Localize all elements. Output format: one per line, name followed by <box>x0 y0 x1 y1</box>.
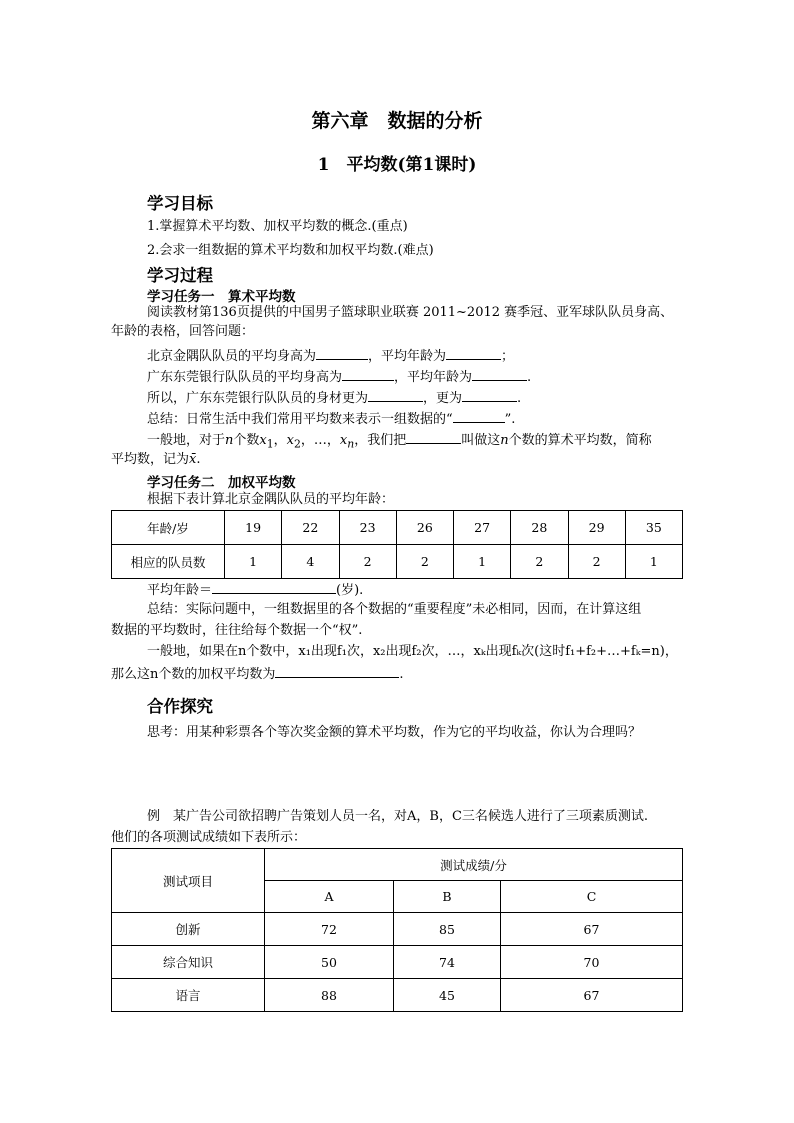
age-cell: 27 <box>454 511 511 545</box>
age-cell: 26 <box>396 511 453 545</box>
score-cell: 74 <box>394 946 501 979</box>
count-cell: 2 <box>396 545 453 579</box>
goal-item-1: 1.掌握算术平均数、加权平均数的概念.(重点) <box>147 219 408 234</box>
test-item: 综合知识 <box>112 946 265 979</box>
table-row <box>112 946 683 979</box>
score-cell: 70 <box>501 946 683 979</box>
count-row <box>112 545 683 579</box>
age-row <box>112 511 683 545</box>
test-item: 语言 <box>112 979 265 1012</box>
question-1 <box>147 346 514 366</box>
age-table <box>111 510 683 579</box>
count-cell: 1 <box>225 545 282 579</box>
score-cell: 67 <box>501 979 683 1012</box>
count-cell: 2 <box>339 545 396 579</box>
def-sub-1: 1 <box>266 437 274 451</box>
def-text-e: ，我们把 <box>354 433 407 448</box>
wdef-text-a: 那么这n个数的加权平均数为 <box>111 667 276 682</box>
wdef-text-b: . <box>399 667 404 682</box>
q1-text-a: 北京金隅队队员的平均身高为 <box>147 349 317 364</box>
example-line2: 他们的各项测试成绩如下表所示： <box>111 830 307 845</box>
task2-summary-line1: 总结：实际问题中，一组数据里的各个数据的“重要程度”未必相同，因而，在计算这组 <box>147 602 642 617</box>
count-row-label: 相应的队员数 <box>112 545 225 579</box>
avg-blank[interactable] <box>212 580 336 594</box>
summary-blank[interactable] <box>453 409 505 423</box>
def-text-f: 叫做这 <box>461 433 501 448</box>
task2-heading: 学习任务二 加权平均数 <box>147 475 296 491</box>
age-cell: 28 <box>511 511 568 545</box>
question-3 <box>147 388 521 408</box>
q3-text-b: ，更为 <box>423 391 463 406</box>
score-cell: 67 <box>501 913 683 946</box>
age-cell: 19 <box>225 511 282 545</box>
def-text-b: 个数 <box>233 433 260 448</box>
def-var-xn: x <box>339 433 348 448</box>
table-row <box>112 913 683 946</box>
summary-text-b: ”. <box>504 412 516 427</box>
process-heading: 学习过程 <box>147 266 213 285</box>
def-text-c: ， <box>273 433 287 448</box>
q1-text-c: ； <box>501 349 515 364</box>
def-text-a: 一般地，对于 <box>147 433 226 448</box>
question-2 <box>147 367 531 387</box>
candidate-header: B <box>394 881 501 913</box>
age-cell: 23 <box>339 511 396 545</box>
def-text-d: ，…， <box>300 433 340 448</box>
def-xbar: x̄ <box>189 452 197 467</box>
q3-text-a: 所以，广东东莞银行队队员的身材更为 <box>147 391 369 406</box>
count-cell: 2 <box>568 545 625 579</box>
avg-text-b: (岁). <box>336 583 364 598</box>
arith-mean-definition <box>147 430 652 454</box>
goals-heading: 学习目标 <box>147 194 213 213</box>
q2-text-c: . <box>527 370 532 385</box>
score-cell: 72 <box>265 913 394 946</box>
q3-blank-1[interactable] <box>368 388 423 402</box>
q2-text-a: 广东东莞银行队队员的平均身高为 <box>147 370 343 385</box>
def-line2-text-b: . <box>196 452 201 467</box>
count-cell: 2 <box>511 545 568 579</box>
age-cell: 29 <box>568 511 625 545</box>
test-item: 创新 <box>112 913 265 946</box>
def-sub-n: n <box>347 437 355 451</box>
def-var-n2: n <box>500 433 509 448</box>
def-line2-text-a: 平均数，记为 <box>111 452 190 467</box>
score-cell: 88 <box>265 979 394 1012</box>
think-question: 思考：用某种彩票各个等次奖金额的算术平均数，作为它的平均收益，你认为合理吗？ <box>147 725 642 740</box>
score-cell: 50 <box>265 946 394 979</box>
score-corner: 测试项目 <box>112 849 265 913</box>
summary-text-a: 总结：日常生活中我们常用平均数来表示一组数据的“ <box>147 412 453 427</box>
chapter-title: 第六章 数据的分析 <box>311 110 483 132</box>
def-var-x1: x <box>259 433 267 448</box>
task1-heading: 学习任务一 算术平均数 <box>147 289 296 305</box>
candidate-header: A <box>265 881 394 913</box>
task2-summary-line2: 数据的平均数时，往往给每个数据一个“权”. <box>111 623 363 638</box>
q1-text-b: ，平均年龄为 <box>368 349 447 364</box>
weighted-mean-definition: 一般地，如果在n个数中，x₁出现f₁次，x₂出现f₂次，…，xₖ出现fₖ次(这时f₁+f₂+…+fₖ=n)， <box>147 644 678 659</box>
count-cell: 1 <box>625 545 682 579</box>
q3-blank-2[interactable] <box>462 388 517 402</box>
count-cell: 1 <box>454 545 511 579</box>
score-cell: 45 <box>394 979 501 1012</box>
def-blank-formula[interactable] <box>406 430 461 444</box>
q3-text-c: . <box>517 391 522 406</box>
score-cell: 85 <box>394 913 501 946</box>
age-row-label: 年龄/岁 <box>112 511 225 545</box>
score-table <box>111 848 683 1012</box>
age-cell: 35 <box>625 511 682 545</box>
task1-intro-line1: 阅读教材第136页提供的中国男子篮球职业联赛 2011~2012 赛季冠、亚军球队队员身高、 <box>147 305 674 320</box>
arith-mean-definition-line2 <box>111 451 201 469</box>
avg-text-a: 平均年龄＝ <box>147 583 213 598</box>
candidate-header: C <box>501 881 683 913</box>
score-group-header: 测试成绩/分 <box>265 849 683 881</box>
age-cell: 22 <box>282 511 339 545</box>
weighted-mean-definition-line2 <box>111 664 404 684</box>
coop-heading: 合作探究 <box>147 697 213 716</box>
def-var-x2: x <box>286 433 294 448</box>
score-header-row <box>112 849 683 881</box>
task1-summary <box>147 409 515 429</box>
task1-intro-line2: 年龄的表格，回答问题： <box>111 324 255 339</box>
q1-blank-height[interactable] <box>316 346 368 360</box>
q2-blank-height[interactable] <box>342 367 394 381</box>
def-text-g: 个数的算术平均数，简称 <box>508 433 652 448</box>
def-sub-2: 2 <box>294 437 301 451</box>
def-var-n: n <box>225 433 234 448</box>
table-row <box>112 979 683 1012</box>
goal-item-2: 2.会求一组数据的算术平均数和加权平均数.(难点) <box>147 243 434 258</box>
example-line1: 例 某广告公司欲招聘广告策划人员一名，对A，B，C三名候选人进行了三项素质测试. <box>147 809 649 824</box>
count-cell: 4 <box>282 545 339 579</box>
wdef-blank[interactable] <box>275 664 399 678</box>
q2-text-b: ，平均年龄为 <box>394 370 473 385</box>
average-age-line <box>147 580 363 600</box>
q1-blank-age[interactable] <box>446 346 501 360</box>
task2-intro: 根据下表计算北京金隅队队员的平均年龄： <box>147 492 395 507</box>
q2-blank-age[interactable] <box>472 367 527 381</box>
lesson-title: 1 平均数(第1课时) <box>317 155 477 175</box>
